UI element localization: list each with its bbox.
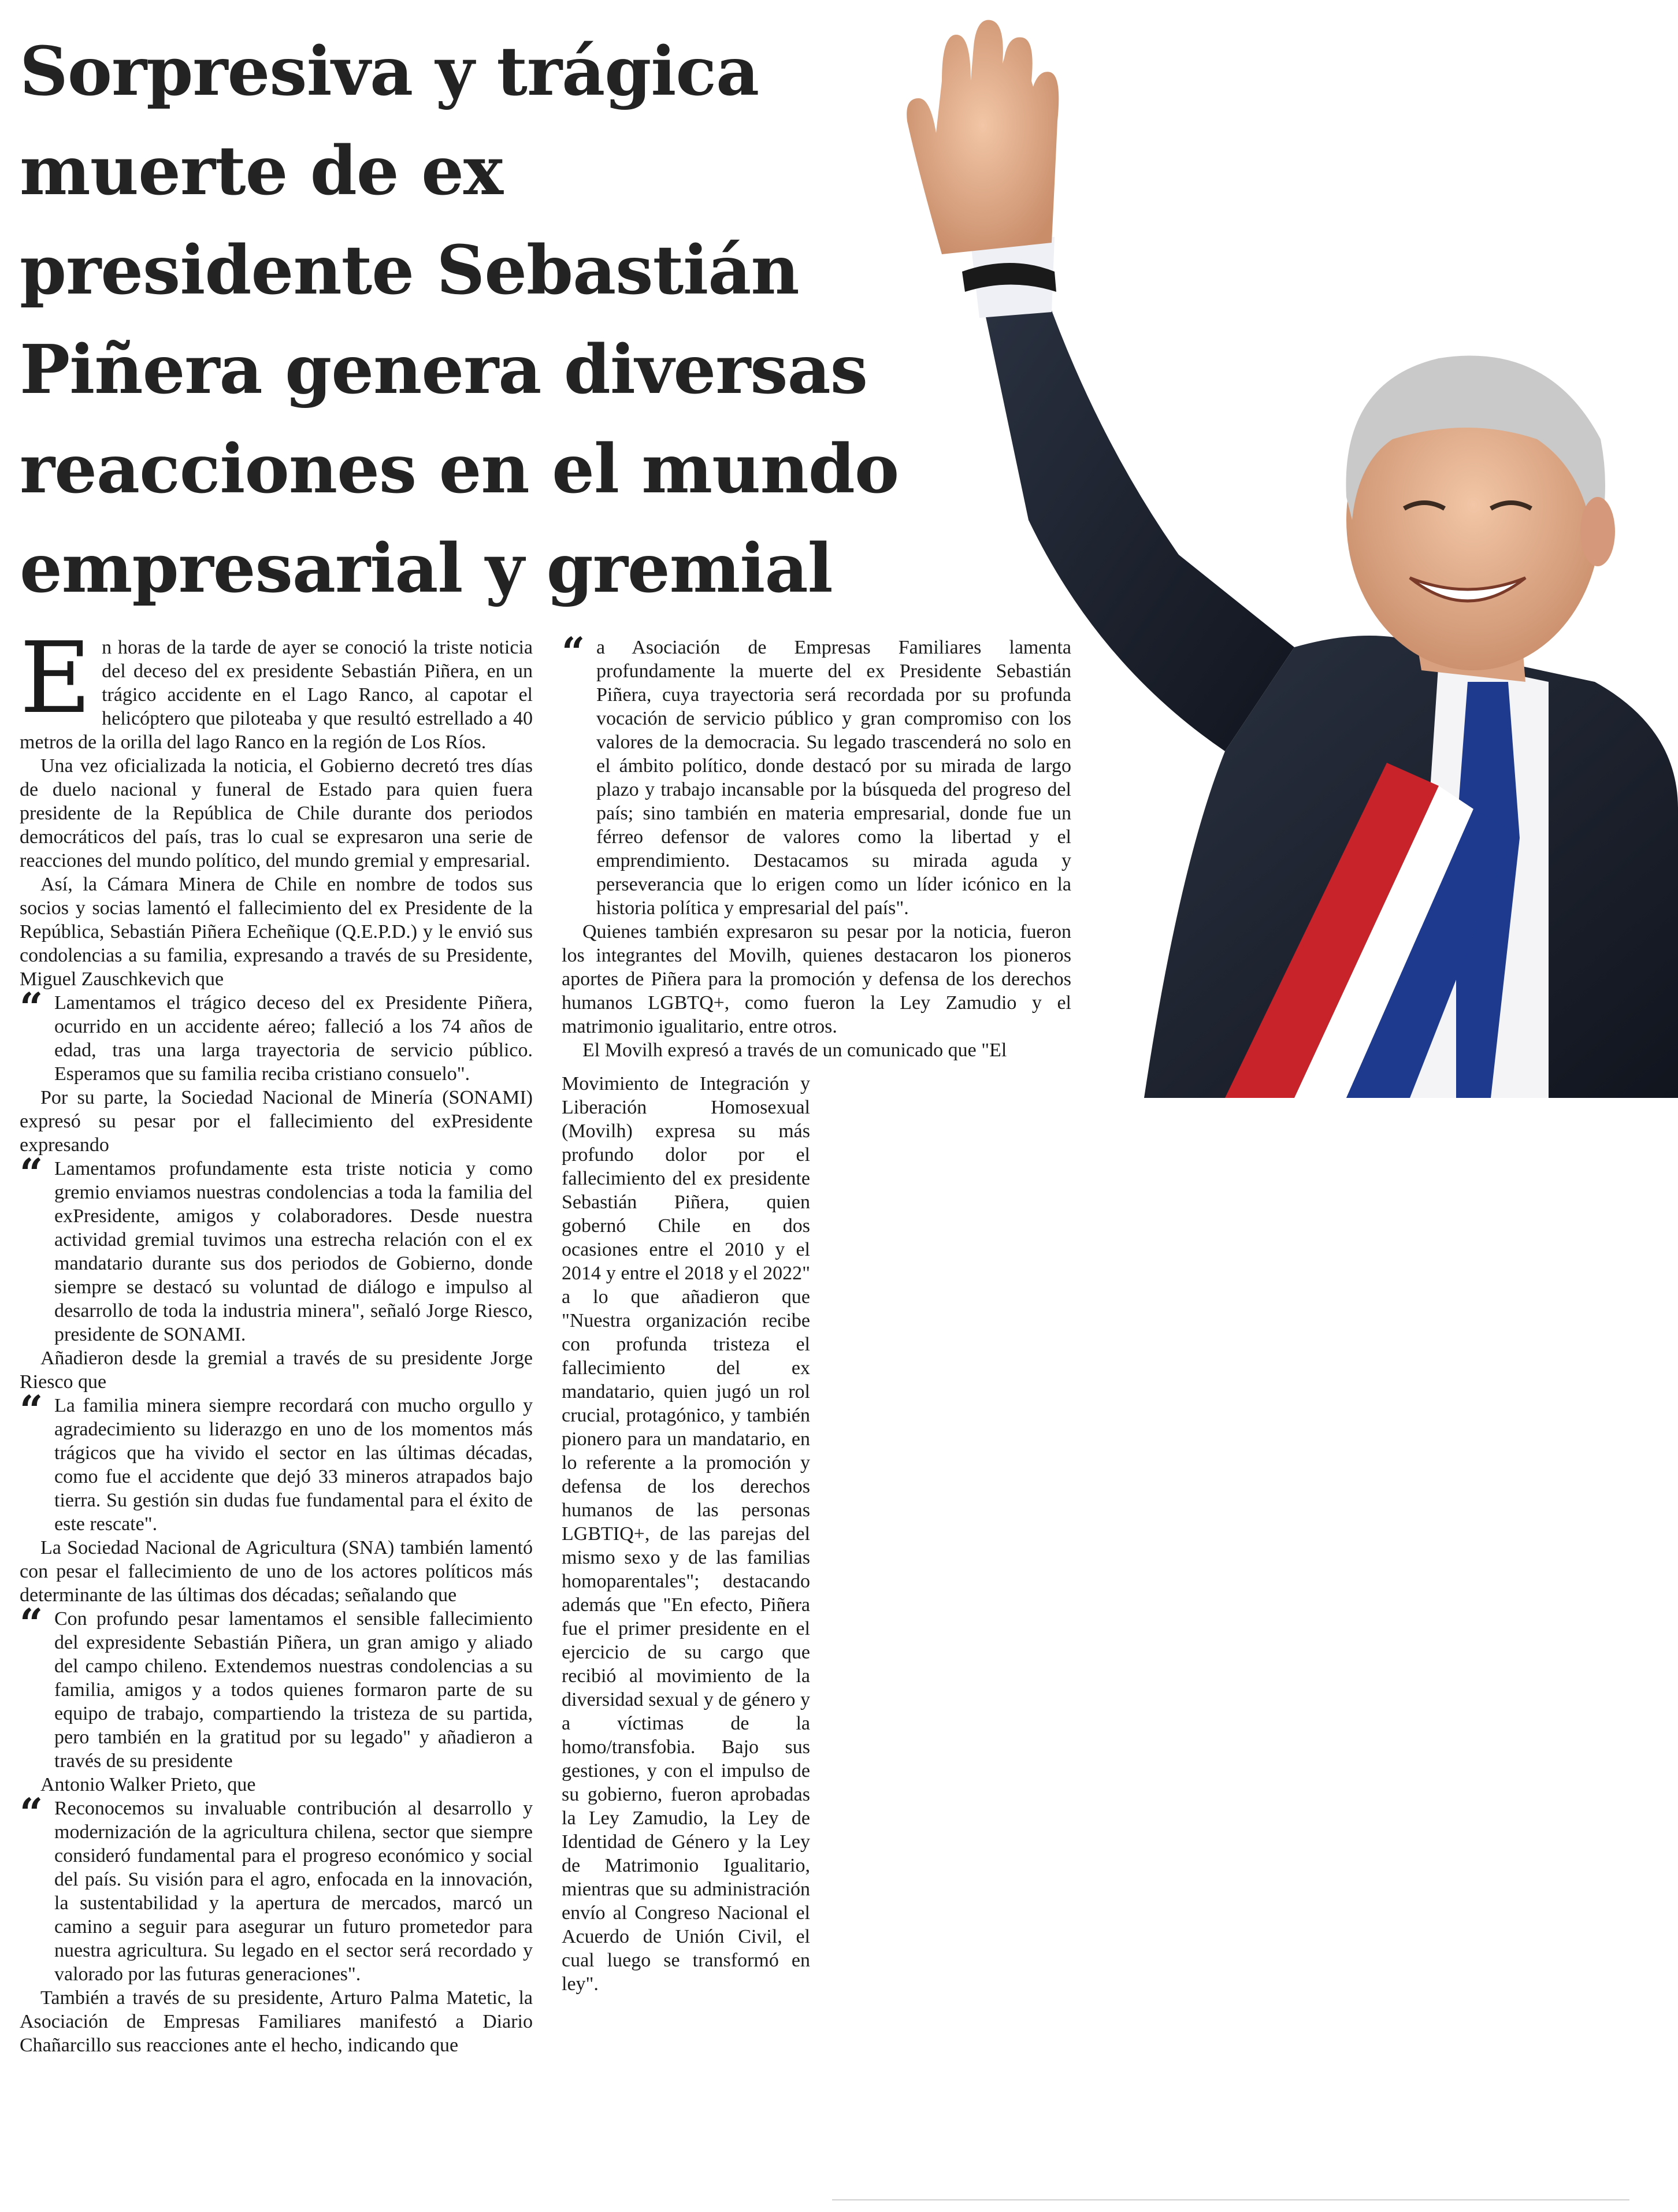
bottom-divider [832,2199,1629,2200]
article-column-1 [20,621,533,2057]
article-column-2 [562,628,1071,1062]
paragraph: Una vez oficializada la noticia, el Gobierno decretó tres días de duelo nacional y funeral de Estado para quien fuera presidente de la República de Chile durante dos periodos democráticos del país, tras lo cual se expresaron una serie de reacciones del mundo político, del mundo gremial y empresarial. [20,755,533,871]
quote-mark-icon: “ [20,1149,43,1197]
article-column-3 [562,1072,810,1996]
headline-line-1: Sorpresiva y trágica [20,32,759,111]
paragraph: Antonio Walker Prieto, que [40,1774,256,1795]
headline-line-3: presidente Sebastián [20,231,799,310]
paragraph: El Movilh expresó a través de un comunicado que "El [582,1040,1007,1061]
headline-line-5: reacciones en el mundo [20,430,899,509]
quote-mark-icon: “ [20,1789,43,1837]
headline-line-2: muerte de ex [20,132,503,210]
quote-mark-icon: “ [20,1386,43,1434]
quote-mark-icon: “ [562,628,585,676]
headline-line-6: empresarial y gremial [20,529,833,608]
quote-mark-icon: “ [20,983,43,1031]
quote-block: “ Con profundo pesar lamentamos el sensible fallecimiento del expresidente Sebastián Piñera, un gran amigo y aliado del campo chileno. Extendemos nuestras condolencias a su familia, amigos y a todos quienes formaron parte de su equipo de trabajo, compartiendo la tristeza de su partida, pero también en la gratitud por su legado" y añadieron a través de su presidente [20,1599,533,1772]
paragraph: También a través de su presidente, Arturo Palma Matetic, la Asociación de Empresas Familiares manifestó a Diario Chañarcillo sus reacciones ante el hecho, indicando que [20,1987,533,2056]
article-headline [20,22,899,618]
paragraph: Añadieron desde la gremial a través de su presidente Jorge Riesco que [20,1348,533,1393]
paragraph: La Sociedad Nacional de Agricultura (SNA) también lamentó con pesar el fallecimiento de uno de los actores políticos más determinante de las últimas dos décadas; señalando que [20,1537,533,1606]
quote-block: “ Reconocemos su invaluable contribución al desarrollo y modernización de la agricultura chilena, sector que siempre consideró fundamental para el progreso económico y social del país. Su visión para el agro, enfocada en la innovación, la sustentabilidad y la apertura de mercados, marcó un camino a seguir para asegurar un futuro prometedor para nuestra agricultura. Su legado en el sector será recordado y valorado por las futuras generaciones". [20,1789,533,1985]
lead-paragraph: En horas de la tarde de ayer se conoció la triste noticia del deceso del ex presidente Sebastián Piñera, en un trágico accidente en el Lago Ranco, al capotar el helicóptero que piloteaba y que resultó estrellado a 40 metros de la orilla del lago Ranco en la región de Los Ríos. [20,621,533,753]
quote-block: “ a Asociación de Empresas Familiares lamenta profundamente la muerte del ex Presidente Sebastián Piñera, cuya trayectoria será recordada por su profunda vocación de servicio público y gran compromiso con los valores de la democracia. Su legado trascenderá no solo en el ámbito político, donde destacó por su mirada de largo plazo y trabajo incansable por la búsqueda del progreso del país; sino también en materia empresarial, donde fue un férreo defensor de valores como la libertad y el emprendimiento. Destacamos su mirada aguda y perseverancia que lo erigen como un líder icónico en la historia política y empresarial del país". [562,628,1071,919]
paragraph: Así, la Cámara Minera de Chile en nombre de todos sus socios y socias lamentó el fallecimiento del ex Presidente de la República, Sebastián Piñera Echeñique (Q.E.P.D.) y le envió sus condolencias a su familia, expresando a través de su Presidente, Miguel Zauschkevich que [20,874,533,990]
headline-line-4: Piñera genera diversas [20,331,868,409]
quote-block: “ Lamentamos profundamente esta triste noticia y como gremio enviamos nuestras condolencias a toda la familia del exPresidente, amigos y colaboradores. Desde nuestra actividad gremial tuvimos una estrecha relación con el ex mandatario durante sus dos periodos de Gobierno, donde siempre se destacó su voluntad de diálogo e impulso al desarrollo de toda la industria minera", señaló Jorge Riesco, presidente de SONAMI. [20,1149,533,1345]
quote-block: “ Lamentamos el trágico deceso del ex Presidente Piñera, ocurrido en un accidente aéreo; falleció a los 74 años de edad, tras una larga trayectoria de servicio público. Esperamos que su familia reciba cristiano consuelo". [20,983,533,1085]
quote-mark-icon: “ [20,1599,43,1647]
quote-block: “ La familia minera siempre recordará con mucho orgullo y agradecimiento su liderazgo en uno de los momentos más trágicos que ha vivido el sector en las últimas décadas, como fue el accidente que dejó 33 mineros atrapados bajo tierra. Su gestión sin dudas fue fundamental para el éxito de este rescate". [20,1386,533,1535]
paragraph: Movimiento de Integración y Liberación Homosexual (Movilh) expresa su más profundo dolor por el fallecimiento del ex presidente Sebastián Piñera, quien gobernó Chile en dos ocasiones entre el 2010 y el 2014 y entre el 2018 y el 2022" a lo que añadieron que "Nuestra organización recibe con profunda tristeza el fallecimiento del ex mandatario, quien jugó un rol crucial, protagónico, y también pionero para un mandatario, en lo referente a la promoción y defensa de los derechos humanos de las personas LGBTIQ+, de las parejas del mismo sexo y de las familias homoparentales"; destacando además que "En efecto, Piñera fue el primer presidente en el ejercicio de su cargo que recibió al movimiento de la diversidad sexual y de género y a víctimas de la homo/transfobia. Bajo sus gestiones, y con el impulso de su gobierno, fueron aprobadas la Ley Zamudio, la Ley de Identidad de Género y la Ley de Matrimonio Igualitario, mientras que su administración envío al Congreso Nacional el Acuerdo de Unión Civil, el cual luego se transformó en ley". [562,1073,810,1995]
paragraph: Por su parte, la Sociedad Nacional de Minería (SONAMI) expresó su pesar por el fallecimiento del exPresidente expresando [20,1087,533,1156]
paragraph: Quienes también expresaron su pesar por la noticia, fueron los integrantes del Movilh, quienes destacaron los pioneros aportes de Piñera para la promoción y defensa de los derechos humanos LGBTQ+, como fueron la Ley Zamudio y el matrimonio igualitario, entre otros. [562,921,1071,1037]
drop-cap: E [20,621,92,736]
